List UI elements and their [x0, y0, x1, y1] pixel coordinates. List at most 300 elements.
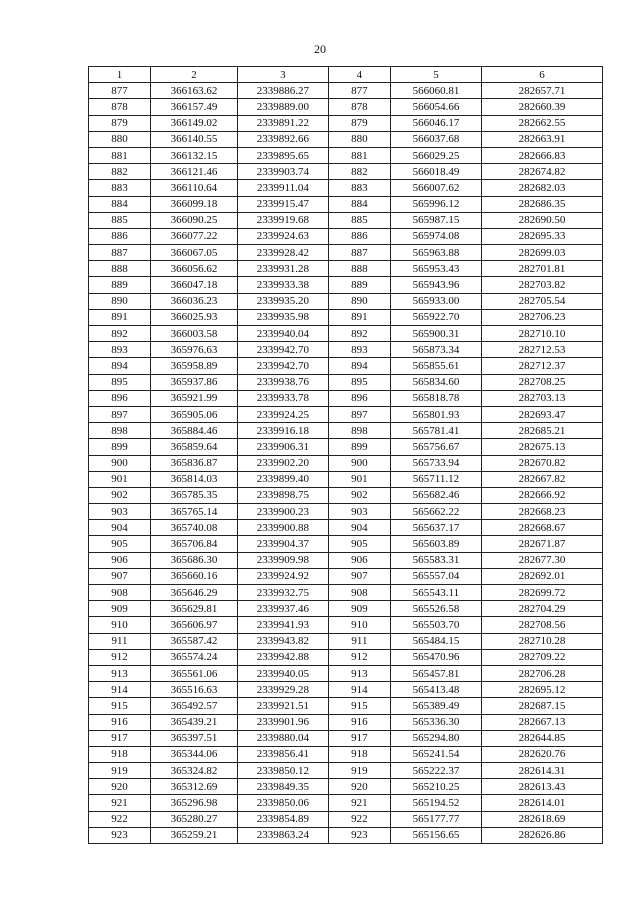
table-cell: 884 [89, 196, 151, 212]
table-cell: 2339850.06 [237, 795, 328, 811]
table-cell: 2339886.27 [237, 83, 328, 99]
table-cell: 2339942.88 [237, 649, 328, 665]
table-cell: 565503.70 [390, 617, 481, 633]
table-cell: 2339891.22 [237, 115, 328, 131]
table-cell: 913 [328, 665, 390, 681]
table-cell: 565855.61 [390, 358, 481, 374]
table-row [89, 811, 603, 827]
table-cell: 882 [89, 164, 151, 180]
table-row [89, 633, 603, 649]
table-cell: 892 [328, 326, 390, 342]
table-row [89, 261, 603, 277]
table-cell: 566007.62 [390, 180, 481, 196]
table-row [89, 536, 603, 552]
table-cell: 2339863.24 [237, 827, 328, 843]
table-cell: 566060.81 [390, 83, 481, 99]
table-cell: 565974.08 [390, 228, 481, 244]
table-cell: 886 [89, 228, 151, 244]
table-cell: 2339911.04 [237, 180, 328, 196]
table-row [89, 423, 603, 439]
table-cell: 365397.51 [151, 730, 238, 746]
table-cell: 565583.31 [390, 552, 481, 568]
table-cell: 282685.21 [481, 423, 602, 439]
table-cell: 880 [89, 131, 151, 147]
table-row [89, 568, 603, 584]
table-cell: 565682.46 [390, 487, 481, 503]
table-cell: 905 [89, 536, 151, 552]
table-cell: 365740.08 [151, 520, 238, 536]
table-cell: 2339900.23 [237, 504, 328, 520]
table-cell: 908 [89, 585, 151, 601]
column-header-6: 6 [481, 67, 602, 83]
table-row [89, 309, 603, 325]
table-cell: 2339924.63 [237, 228, 328, 244]
table-cell: 282666.92 [481, 487, 602, 503]
table-cell: 2339903.74 [237, 164, 328, 180]
table-cell: 916 [89, 714, 151, 730]
table-row [89, 115, 603, 131]
table-cell: 366077.22 [151, 228, 238, 244]
table-row [89, 147, 603, 163]
table-cell: 282701.81 [481, 261, 602, 277]
table-cell: 882 [328, 164, 390, 180]
table-cell: 565801.93 [390, 406, 481, 422]
table-cell: 282626.86 [481, 827, 602, 843]
table-cell: 282660.39 [481, 99, 602, 115]
table-cell: 2339898.75 [237, 487, 328, 503]
table-cell: 2339942.70 [237, 342, 328, 358]
table-cell: 891 [89, 309, 151, 325]
table-cell: 365574.24 [151, 649, 238, 665]
table-row [89, 487, 603, 503]
table-cell: 365859.64 [151, 439, 238, 455]
column-header-3: 3 [237, 67, 328, 83]
table-cell: 366149.02 [151, 115, 238, 131]
table-cell: 566037.68 [390, 131, 481, 147]
table-cell: 366003.58 [151, 326, 238, 342]
table-body [89, 83, 603, 844]
table-cell: 282666.83 [481, 147, 602, 163]
table-cell: 565413.48 [390, 682, 481, 698]
table-row [89, 763, 603, 779]
table-cell: 894 [89, 358, 151, 374]
table-cell: 892 [89, 326, 151, 342]
table-cell: 2339904.37 [237, 536, 328, 552]
table-cell: 565756.67 [390, 439, 481, 455]
table-row [89, 245, 603, 261]
table-cell: 282670.82 [481, 455, 602, 471]
table-cell: 897 [328, 406, 390, 422]
table-cell: 878 [328, 99, 390, 115]
table-cell: 893 [89, 342, 151, 358]
table-row [89, 406, 603, 422]
table-cell: 366090.25 [151, 212, 238, 228]
table-cell: 365312.69 [151, 779, 238, 795]
table-row [89, 552, 603, 568]
table-cell: 565834.60 [390, 374, 481, 390]
table-cell: 282687.15 [481, 698, 602, 714]
table-cell: 282708.56 [481, 617, 602, 633]
table-cell: 909 [328, 601, 390, 617]
table-cell: 282706.23 [481, 309, 602, 325]
table-cell: 2339900.88 [237, 520, 328, 536]
table-row [89, 228, 603, 244]
table-cell: 888 [328, 261, 390, 277]
table-cell: 565818.78 [390, 390, 481, 406]
table-cell: 565637.17 [390, 520, 481, 536]
table-cell: 911 [328, 633, 390, 649]
table-cell: 907 [89, 568, 151, 584]
table-row [89, 520, 603, 536]
table-cell: 901 [328, 471, 390, 487]
table-cell: 2339921.51 [237, 698, 328, 714]
table-cell: 282674.82 [481, 164, 602, 180]
table-row [89, 827, 603, 843]
table-cell: 890 [89, 293, 151, 309]
table-cell: 565389.49 [390, 698, 481, 714]
table-cell: 879 [89, 115, 151, 131]
table-cell: 282644.85 [481, 730, 602, 746]
table-cell: 2339850.12 [237, 763, 328, 779]
table-cell: 2339895.65 [237, 147, 328, 163]
table-cell: 565222.37 [390, 763, 481, 779]
table-cell: 282712.53 [481, 342, 602, 358]
table-cell: 365516.63 [151, 682, 238, 698]
table-cell: 566046.17 [390, 115, 481, 131]
table-row [89, 714, 603, 730]
table-cell: 906 [328, 552, 390, 568]
table-cell: 365259.21 [151, 827, 238, 843]
table-cell: 282704.29 [481, 601, 602, 617]
table-cell: 565953.43 [390, 261, 481, 277]
table-cell: 2339940.04 [237, 326, 328, 342]
table-cell: 2339880.04 [237, 730, 328, 746]
table-row [89, 698, 603, 714]
table-cell: 282690.50 [481, 212, 602, 228]
table-row [89, 196, 603, 212]
table-cell: 2339943.82 [237, 633, 328, 649]
table-cell: 365937.86 [151, 374, 238, 390]
table-row [89, 180, 603, 196]
table-cell: 906 [89, 552, 151, 568]
table-row [89, 277, 603, 293]
table-cell: 910 [328, 617, 390, 633]
table-row [89, 342, 603, 358]
table-cell: 898 [328, 423, 390, 439]
table-cell: 282693.47 [481, 406, 602, 422]
table-cell: 282613.43 [481, 779, 602, 795]
table-row [89, 682, 603, 698]
table-cell: 565873.34 [390, 342, 481, 358]
table-row [89, 504, 603, 520]
table-cell: 282712.37 [481, 358, 602, 374]
table-cell: 282699.72 [481, 585, 602, 601]
table-cell: 2339899.40 [237, 471, 328, 487]
table-cell: 366036.23 [151, 293, 238, 309]
table-cell: 282668.67 [481, 520, 602, 536]
table-cell: 919 [328, 763, 390, 779]
table-row [89, 746, 603, 762]
table-cell: 282614.01 [481, 795, 602, 811]
table-cell: 565241.54 [390, 746, 481, 762]
table-cell: 897 [89, 406, 151, 422]
table-cell: 884 [328, 196, 390, 212]
table-cell: 565457.81 [390, 665, 481, 681]
table-cell: 900 [328, 455, 390, 471]
table-cell: 2339854.89 [237, 811, 328, 827]
coordinates-table [88, 66, 603, 844]
table-cell: 2339931.28 [237, 261, 328, 277]
table-cell: 282710.10 [481, 326, 602, 342]
table-cell: 915 [328, 698, 390, 714]
table-cell: 565470.96 [390, 649, 481, 665]
table-row [89, 390, 603, 406]
table-cell: 366121.46 [151, 164, 238, 180]
table-cell: 565711.12 [390, 471, 481, 487]
table-cell: 905 [328, 536, 390, 552]
table-cell: 893 [328, 342, 390, 358]
table-cell: 366056.62 [151, 261, 238, 277]
table-cell: 282705.54 [481, 293, 602, 309]
table-cell: 365765.14 [151, 504, 238, 520]
table-cell: 2339849.35 [237, 779, 328, 795]
table-cell: 923 [328, 827, 390, 843]
table-cell: 917 [89, 730, 151, 746]
table-cell: 877 [89, 83, 151, 99]
table-cell: 565781.41 [390, 423, 481, 439]
table-cell: 282699.03 [481, 245, 602, 261]
table-cell: 282710.28 [481, 633, 602, 649]
table-cell: 366067.05 [151, 245, 238, 261]
table-cell: 888 [89, 261, 151, 277]
table-cell: 918 [89, 746, 151, 762]
table-cell: 565603.89 [390, 536, 481, 552]
table-row [89, 730, 603, 746]
table-cell: 904 [328, 520, 390, 536]
table-cell: 894 [328, 358, 390, 374]
column-header-4: 4 [328, 67, 390, 83]
table-cell: 565900.31 [390, 326, 481, 342]
table-cell: 282671.87 [481, 536, 602, 552]
table-cell: 911 [89, 633, 151, 649]
table-cell: 366110.64 [151, 180, 238, 196]
table-cell: 365686.30 [151, 552, 238, 568]
table-cell: 881 [89, 147, 151, 163]
table-cell: 282692.01 [481, 568, 602, 584]
table-cell: 565943.96 [390, 277, 481, 293]
table-cell: 895 [89, 374, 151, 390]
table-cell: 365836.87 [151, 455, 238, 471]
table-cell: 895 [328, 374, 390, 390]
table-cell: 923 [89, 827, 151, 843]
table-cell: 900 [89, 455, 151, 471]
table-cell: 366047.18 [151, 277, 238, 293]
table-cell: 913 [89, 665, 151, 681]
table-cell: 282614.31 [481, 763, 602, 779]
table-cell: 2339937.46 [237, 601, 328, 617]
table-cell: 565987.15 [390, 212, 481, 228]
table-cell: 365439.21 [151, 714, 238, 730]
table-cell: 891 [328, 309, 390, 325]
table-cell: 366157.49 [151, 99, 238, 115]
table-cell: 565963.88 [390, 245, 481, 261]
table-cell: 365814.03 [151, 471, 238, 487]
column-header-2: 2 [151, 67, 238, 83]
table-row [89, 131, 603, 147]
table-cell: 903 [89, 504, 151, 520]
table-cell: 2339889.00 [237, 99, 328, 115]
table-cell: 282703.13 [481, 390, 602, 406]
table-cell: 2339935.98 [237, 309, 328, 325]
table-cell: 282662.55 [481, 115, 602, 131]
table-cell: 565156.65 [390, 827, 481, 843]
table-cell: 2339932.75 [237, 585, 328, 601]
table-cell: 2339933.38 [237, 277, 328, 293]
table-row [89, 455, 603, 471]
table-cell: 2339909.98 [237, 552, 328, 568]
table-cell: 365324.82 [151, 763, 238, 779]
table-row [89, 779, 603, 795]
table-cell: 282668.23 [481, 504, 602, 520]
table-cell: 912 [328, 649, 390, 665]
table-cell: 365280.27 [151, 811, 238, 827]
table-cell: 282695.33 [481, 228, 602, 244]
table-cell: 565194.52 [390, 795, 481, 811]
table-cell: 916 [328, 714, 390, 730]
table-cell: 566018.49 [390, 164, 481, 180]
table-cell: 921 [328, 795, 390, 811]
page-number: 20 [314, 42, 326, 56]
table-cell: 922 [328, 811, 390, 827]
table-cell: 885 [328, 212, 390, 228]
table-cell: 903 [328, 504, 390, 520]
table-cell: 898 [89, 423, 151, 439]
table-cell: 912 [89, 649, 151, 665]
table-cell: 914 [328, 682, 390, 698]
table-row [89, 649, 603, 665]
table-cell: 889 [89, 277, 151, 293]
table-header-row [89, 67, 603, 83]
table-cell: 2339938.76 [237, 374, 328, 390]
table-row [89, 795, 603, 811]
table-cell: 565662.22 [390, 504, 481, 520]
table-cell: 915 [89, 698, 151, 714]
table-cell: 282657.71 [481, 83, 602, 99]
table-cell: 879 [328, 115, 390, 131]
table-cell: 282709.22 [481, 649, 602, 665]
table-cell: 2339940.05 [237, 665, 328, 681]
table-cell: 890 [328, 293, 390, 309]
column-header-1: 1 [89, 67, 151, 83]
table-cell: 880 [328, 131, 390, 147]
table-cell: 365785.35 [151, 487, 238, 503]
column-header-5: 5 [390, 67, 481, 83]
table-cell: 282663.91 [481, 131, 602, 147]
table-cell: 920 [328, 779, 390, 795]
table-cell: 282675.13 [481, 439, 602, 455]
table-cell: 282620.76 [481, 746, 602, 762]
table-cell: 565336.30 [390, 714, 481, 730]
table-cell: 2339916.18 [237, 423, 328, 439]
table-cell: 899 [328, 439, 390, 455]
table-cell: 909 [89, 601, 151, 617]
table-cell: 885 [89, 212, 151, 228]
table-cell: 2339892.66 [237, 131, 328, 147]
table-cell: 282686.35 [481, 196, 602, 212]
table-cell: 2339929.28 [237, 682, 328, 698]
table-cell: 877 [328, 83, 390, 99]
table-cell: 365660.16 [151, 568, 238, 584]
table-cell: 2339901.96 [237, 714, 328, 730]
table-cell: 366025.93 [151, 309, 238, 325]
table-cell: 365587.42 [151, 633, 238, 649]
table-cell: 565526.58 [390, 601, 481, 617]
table-cell: 565557.04 [390, 568, 481, 584]
table-cell: 282667.13 [481, 714, 602, 730]
table-cell: 914 [89, 682, 151, 698]
table-cell: 282708.25 [481, 374, 602, 390]
table-cell: 366099.18 [151, 196, 238, 212]
table-cell: 366132.15 [151, 147, 238, 163]
table-cell: 896 [328, 390, 390, 406]
table-cell: 282682.03 [481, 180, 602, 196]
table-cell: 565177.77 [390, 811, 481, 827]
table-cell: 565733.94 [390, 455, 481, 471]
table-cell: 2339919.68 [237, 212, 328, 228]
table-cell: 365606.97 [151, 617, 238, 633]
table-row [89, 212, 603, 228]
table-cell: 901 [89, 471, 151, 487]
table-cell: 920 [89, 779, 151, 795]
table-cell: 366163.62 [151, 83, 238, 99]
table-cell: 365492.57 [151, 698, 238, 714]
table-cell: 365344.06 [151, 746, 238, 762]
table-cell: 887 [328, 245, 390, 261]
table-cell: 889 [328, 277, 390, 293]
table-cell: 2339933.78 [237, 390, 328, 406]
table-cell: 907 [328, 568, 390, 584]
table-cell: 919 [89, 763, 151, 779]
table-cell: 365706.84 [151, 536, 238, 552]
table-row [89, 471, 603, 487]
table-cell: 282706.28 [481, 665, 602, 681]
table-row [89, 293, 603, 309]
table-cell: 910 [89, 617, 151, 633]
table-cell: 282677.30 [481, 552, 602, 568]
table-cell: 899 [89, 439, 151, 455]
table-cell: 2339941.93 [237, 617, 328, 633]
table-cell: 2339902.20 [237, 455, 328, 471]
table-cell: 365296.98 [151, 795, 238, 811]
table-cell: 565294.80 [390, 730, 481, 746]
table-row [89, 601, 603, 617]
table-cell: 2339906.31 [237, 439, 328, 455]
table-cell: 2339935.20 [237, 293, 328, 309]
table-cell: 282618.69 [481, 811, 602, 827]
table-cell: 902 [89, 487, 151, 503]
table-cell: 282703.82 [481, 277, 602, 293]
table-cell: 886 [328, 228, 390, 244]
table-cell: 565922.70 [390, 309, 481, 325]
table-cell: 921 [89, 795, 151, 811]
table-cell: 365629.81 [151, 601, 238, 617]
table-cell: 902 [328, 487, 390, 503]
table-cell: 565210.25 [390, 779, 481, 795]
table-cell: 908 [328, 585, 390, 601]
table-row [89, 326, 603, 342]
table-cell: 2339924.92 [237, 568, 328, 584]
table-cell: 566054.66 [390, 99, 481, 115]
